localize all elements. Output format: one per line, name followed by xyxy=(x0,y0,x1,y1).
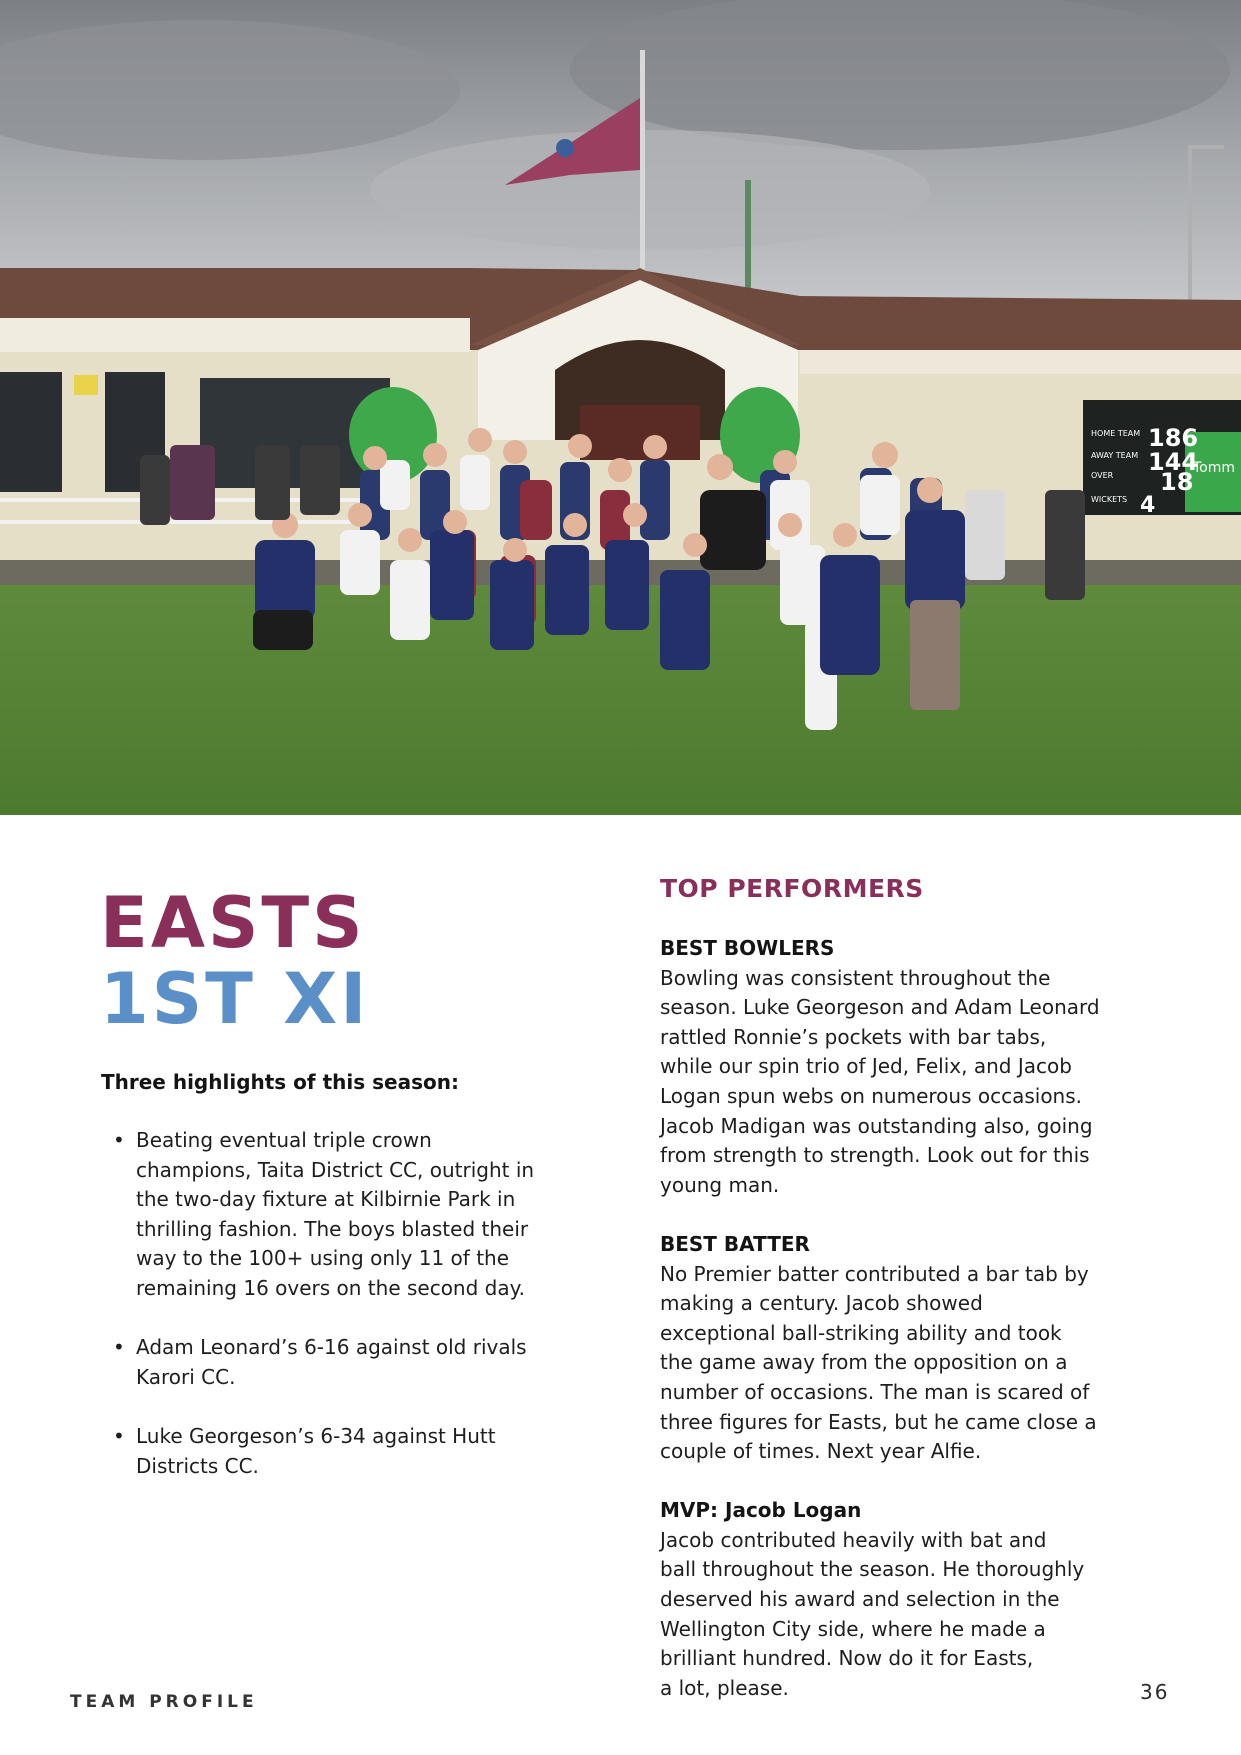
text-line: Bowling was consistent throughout the xyxy=(660,965,1051,990)
highlight-line: Beating eventual triple crown xyxy=(136,1128,432,1152)
team-photo-illustration xyxy=(0,0,1241,815)
text-line: Jacob Madigan was outstanding also, going xyxy=(660,1113,1093,1138)
flag-pole xyxy=(640,50,645,280)
text-line: Wellington City side, where he made a xyxy=(660,1616,1046,1641)
text-line: ball throughout the season. He thoroughly xyxy=(660,1557,1085,1582)
text-line: season. Luke Georgeson and Adam Leonard xyxy=(660,995,1100,1020)
text-line: exceptional ball-striking ability and took xyxy=(660,1320,1062,1345)
best-batter-text xyxy=(660,1260,1140,1467)
highlight-line: way to the 100+ using only 11 of the xyxy=(136,1246,510,1271)
highlights-heading: Three highlights of this season: xyxy=(101,1070,459,1094)
text-line: brilliant hundred. Now do it for Easts, xyxy=(660,1646,1034,1671)
text-line: from strength to strength. Look out for this xyxy=(660,1143,1090,1168)
best-batter-block xyxy=(660,1230,1140,1467)
text-line: number of occasions. The man is scared of xyxy=(660,1379,1090,1404)
team-title xyxy=(100,882,370,1040)
top-performers-section xyxy=(660,872,1140,1733)
mvp-text xyxy=(660,1526,1140,1704)
highlight-line: Districts CC. xyxy=(136,1453,259,1478)
section-label: TEAM PROFILE xyxy=(70,1692,258,1712)
team-title-line2: 1ST XI xyxy=(100,958,370,1040)
highlight-item xyxy=(110,1422,590,1481)
text-line: couple of times. Next year Alfie. xyxy=(660,1439,982,1464)
scoreboard-over-value: 18 xyxy=(1160,468,1194,496)
text-line: a lot, please. xyxy=(660,1675,789,1700)
bullet-icon: • xyxy=(113,1423,125,1448)
highlight-line: Karori CC. xyxy=(136,1364,236,1389)
scoreboard-away-label: AWAY TEAM xyxy=(1091,451,1139,460)
text-line: Jacob contributed heavily with bat and xyxy=(660,1527,1047,1552)
highlight-item xyxy=(110,1126,590,1304)
highlight-line: remaining 16 overs on the second day. xyxy=(136,1275,525,1300)
text-line: Logan spun webs on numerous occasions. xyxy=(660,1083,1083,1108)
scoreboard-over-label: OVER xyxy=(1091,471,1114,480)
team-photo xyxy=(0,0,1241,815)
scoreboard xyxy=(1083,400,1241,518)
text-line: while our spin trio of Jed, Felix, and Jacob xyxy=(660,1054,1072,1079)
text-line: three figures for Easts, but he came close a xyxy=(660,1409,1097,1434)
text-line: making a century. Jacob showed xyxy=(660,1291,983,1316)
highlight-item xyxy=(110,1333,590,1392)
scoreboard-sponsor: Tomm xyxy=(1193,460,1236,476)
text-line: the game away from the opposition on a xyxy=(660,1350,1068,1375)
page-number: 36 xyxy=(1140,1680,1170,1704)
scoreboard-away-score: 144 xyxy=(1148,448,1199,476)
mvp-block xyxy=(660,1496,1140,1703)
bullet-icon: • xyxy=(113,1128,125,1152)
highlight-line: Adam Leonard’s 6-16 against old rivals xyxy=(136,1335,527,1360)
scoreboard-wickets-value: 4 xyxy=(1140,493,1156,518)
text-line: rattled Ronnie’s pockets with bar tabs, xyxy=(660,1024,1047,1049)
scoreboard-home-label: HOME TEAM xyxy=(1091,429,1141,438)
highlights-list xyxy=(110,1126,590,1511)
highlight-line: Luke Georgeson’s 6-34 against Hutt xyxy=(136,1423,496,1448)
highlight-line: the two-day fixture at Kilbirnie Park in xyxy=(136,1187,516,1212)
best-bowlers-title: BEST BOWLERS xyxy=(660,936,835,960)
text-line: young man. xyxy=(660,1172,780,1197)
best-bowlers-block xyxy=(660,934,1140,1200)
best-batter-title: BEST BATTER xyxy=(660,1231,810,1256)
text-line: No Premier batter contributed a bar tab by xyxy=(660,1261,1089,1286)
scoreboard-wickets-label: WICKETS xyxy=(1091,495,1128,504)
bullet-icon: • xyxy=(113,1335,125,1360)
mvp-title: MVP: Jacob Logan xyxy=(660,1498,862,1523)
text-line: deserved his award and selection in the xyxy=(660,1587,1060,1612)
best-bowlers-text xyxy=(660,964,1140,1201)
highlight-line: champions, Taita District CC, outright in xyxy=(136,1157,535,1182)
highlight-line: thrilling fashion. The boys blasted their xyxy=(136,1216,529,1241)
scoreboard-home-score: 186 xyxy=(1148,424,1199,452)
team-title-line1: EASTS xyxy=(100,882,366,964)
top-performers-heading: TOP PERFORMERS xyxy=(660,874,924,903)
